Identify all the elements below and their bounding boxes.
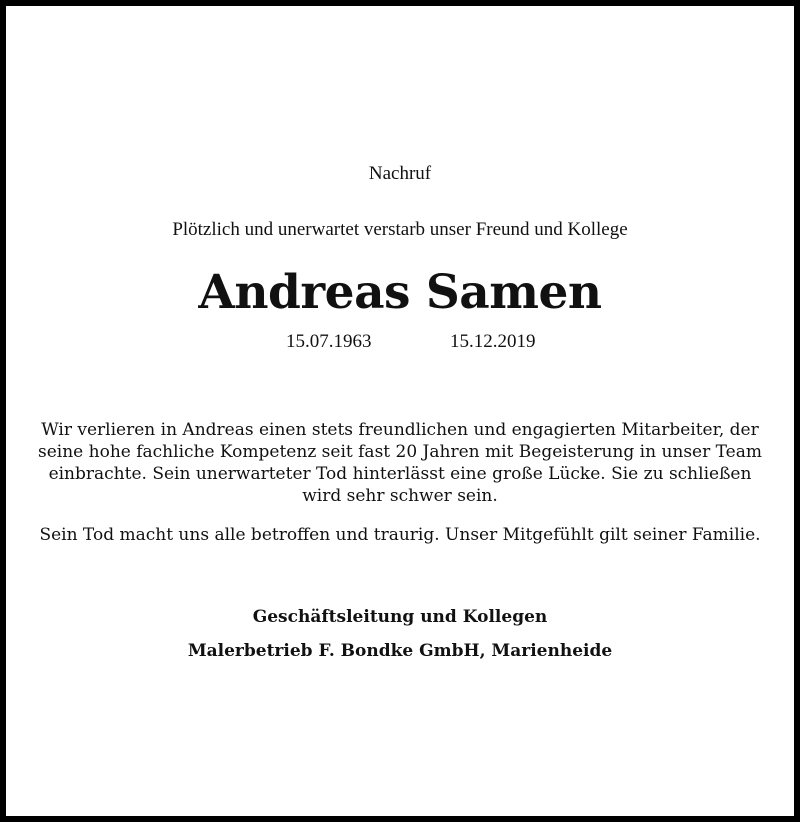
- signature-line-2: Malerbetrieb F. Bondke GmbH, Marienheide: [187, 641, 613, 661]
- intro-text: Plötzlich und unerwartet verstarb unser Freund und Kollege: [172, 219, 628, 240]
- life-dates: [0, 331, 800, 357]
- condolence-paragraph: Sein Tod macht uns alle betroffen und traurig. Unser Mitgefühlt gilt seiner Familie.: [39, 525, 761, 545]
- tribute-paragraph: Wir verlieren in Andreas einen stets freundlichen und engagierten Mitarbeiter, der seine hohe fachliche Kompetenz seit fast 20 Jahren mit Begeisterung in unser Team einbrachte. Sein unerwarteter Tod hinterlässt eine große Lücke. Sie zu schließen wird sehr schwer sein.: [38, 420, 762, 506]
- notice-heading: Nachruf: [368, 163, 432, 184]
- death-date: 15.12.2019: [450, 331, 536, 352]
- birth-date: 15.07.1963: [286, 331, 372, 352]
- deceased-name: Andreas Samen: [198, 265, 602, 320]
- signature-line-1: Geschäftsleitung und Kollegen: [252, 607, 548, 627]
